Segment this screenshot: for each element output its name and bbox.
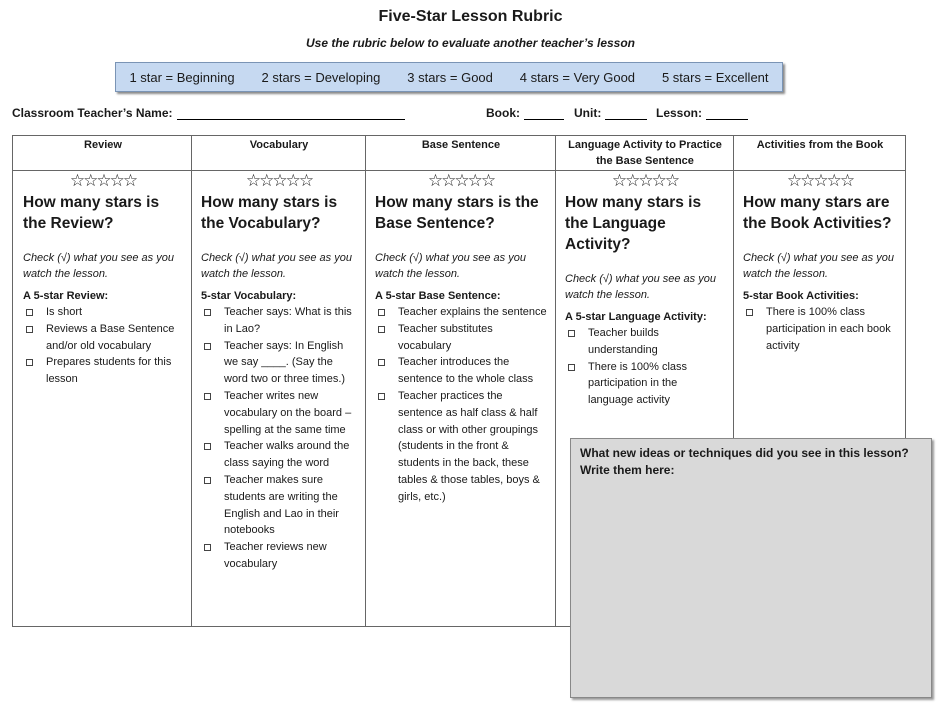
criteria-list <box>23 304 183 388</box>
legend-item: 3 stars = Good <box>407 69 493 85</box>
lesson-blank[interactable] <box>706 107 748 120</box>
criteria-title: 5-star Book Activities: <box>743 290 859 302</box>
rating-question: How many stars are the Book Activities? <box>743 194 892 232</box>
rating-question: How many stars is the Vocabulary? <box>201 194 338 232</box>
checklist-item[interactable]: Reviews a Base Sentence and/or old vocabulary <box>23 321 183 355</box>
star-rating[interactable]: ☆☆☆☆☆ <box>69 171 137 190</box>
criteria-list <box>565 325 725 409</box>
check-instruction: Check (√) what you see as you watch the lesson. <box>743 252 894 280</box>
check-instruction: Check (√) what you see as you watch the lesson. <box>23 252 174 280</box>
column-header: Base Sentence <box>421 139 501 151</box>
checklist-item[interactable]: There is 100% class participation in the language activity <box>565 359 725 409</box>
rating-question: How many stars is the Review? <box>23 194 160 232</box>
criteria-list <box>201 304 357 573</box>
check-instruction: Check (√) what you see as you watch the lesson. <box>201 252 352 280</box>
rubric-column-base-sentence <box>365 136 555 626</box>
checklist-item[interactable]: Teacher builds understanding <box>565 325 725 359</box>
star-legend <box>115 62 783 92</box>
criteria-title: A 5-star Base Sentence: <box>375 290 501 302</box>
checklist-item[interactable]: Teacher practices the sentence as half class & half class or with other groupings (students in the front & students in the back, these tables & those tables, boys & girls, etc.) <box>375 388 547 506</box>
criteria-title: A 5-star Review: <box>23 290 109 302</box>
star-rating[interactable]: ☆☆☆☆☆ <box>245 171 313 190</box>
criteria-title: 5-star Vocabulary: <box>201 290 297 302</box>
column-header: Vocabulary <box>249 139 309 151</box>
checklist-item[interactable]: Teacher introduces the sentence to the whole class <box>375 354 547 388</box>
column-header: Language Activity to Practice the Base Sentence <box>568 139 722 167</box>
rating-question: How many stars is the Language Activity? <box>565 194 702 253</box>
teacher-name-blank[interactable] <box>177 107 405 120</box>
check-instruction: Check (√) what you see as you watch the lesson. <box>375 252 526 280</box>
legend-item: 4 stars = Very Good <box>519 69 636 85</box>
legend-item: 2 stars = Developing <box>261 69 381 85</box>
checklist-item[interactable]: Is short <box>23 304 183 321</box>
book-field[interactable] <box>486 106 564 120</box>
book-blank[interactable] <box>524 107 564 120</box>
unit-label: Unit: <box>574 106 602 120</box>
rating-question: How many stars is the Base Sentence? <box>375 194 539 232</box>
checklist-item[interactable]: Prepares students for this lesson <box>23 354 183 388</box>
lesson-field[interactable] <box>656 106 748 120</box>
criteria-list <box>375 304 547 506</box>
rubric-column-vocabulary <box>191 136 365 626</box>
notes-box[interactable] <box>570 438 932 698</box>
checklist-item[interactable]: Teacher substitutes vocabulary <box>375 321 547 355</box>
star-rating[interactable]: ☆☆☆☆☆ <box>786 171 854 190</box>
star-rating[interactable]: ☆☆☆☆☆ <box>427 171 495 190</box>
checklist-item[interactable]: There is 100% class participation in each book activity <box>743 304 897 354</box>
teacher-name-field[interactable] <box>12 106 405 120</box>
check-instruction: Check (√) what you see as you watch the lesson. <box>565 273 716 301</box>
page-subtitle: Use the rubric below to evaluate another teacher’s lesson <box>306 36 635 50</box>
checklist-item[interactable]: Teacher reviews new vocabulary <box>201 539 357 573</box>
page-title: Five-Star Lesson Rubric <box>378 8 563 25</box>
checklist-item[interactable]: Teacher walks around the class saying the word <box>201 438 357 472</box>
star-rating[interactable]: ☆☆☆☆☆ <box>611 171 679 190</box>
teacher-name-label: Classroom Teacher’s Name: <box>12 106 173 120</box>
checklist-item[interactable]: Teacher says: What is this in Lao? <box>201 304 357 338</box>
criteria-list <box>743 304 897 354</box>
rubric-column-review <box>13 136 191 626</box>
column-header: Activities from the Book <box>756 139 884 151</box>
checklist-item[interactable]: Teacher says: In English we say ____. (Say the word two or three times.) <box>201 338 357 388</box>
legend-item: 5 stars = Excellent <box>661 69 769 85</box>
lesson-label: Lesson: <box>656 106 703 120</box>
checklist-item[interactable]: Teacher makes sure students are writing the English and Lao in their notebooks <box>201 472 357 539</box>
checklist-item[interactable]: Teacher explains the sentence <box>375 304 547 321</box>
unit-blank[interactable] <box>605 107 647 120</box>
column-header: Review <box>84 139 122 151</box>
notes-prompt: What new ideas or techniques did you see in this lesson? <box>580 446 909 460</box>
checklist-item[interactable]: Teacher writes new vocabulary on the board – spelling at the same time <box>201 388 357 438</box>
book-label: Book: <box>486 106 520 120</box>
criteria-title: A 5-star Language Activity: <box>565 311 707 323</box>
notes-prompt-sub: Write them here: <box>580 463 675 477</box>
unit-field[interactable] <box>574 106 647 120</box>
legend-item: 1 star = Beginning <box>129 69 235 85</box>
